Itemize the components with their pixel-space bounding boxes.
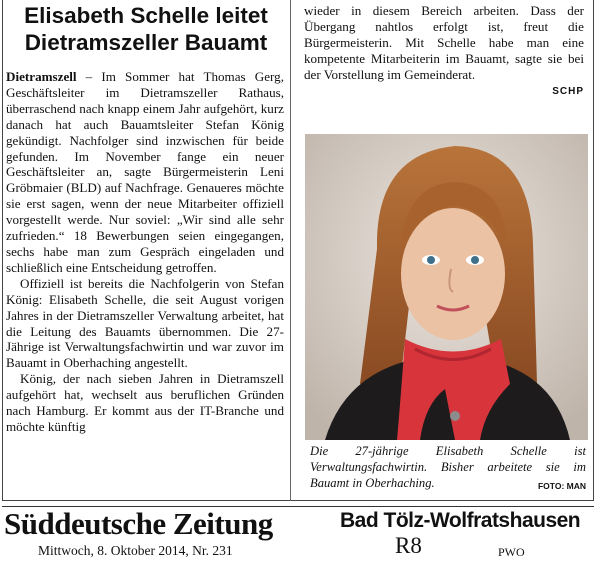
author-initials: SCHP [552, 85, 584, 97]
paragraph-3: König, der nach sieben Jahren in Dietramszell aufgehört hat, wechselt aus beruflichen Gründen nach Hamburg. Er kommt aus der IT-Branche und möchte künftig [6, 371, 284, 434]
paragraph-3-continued: wieder in diesem Bereich arbeiten. Dass der Übergang nahtlos erfolgt ist, freut die Bürgermeisterin. Mit Schelle habe man eine kompetente Mitarbeiterin im Bauamt, sagte sie bei der Vorstellung im Gemeinderat. [304, 3, 584, 82]
newspaper-masthead: Süddeutsche Zeitung [4, 506, 273, 541]
paragraph-1 [6, 69, 284, 276]
photo-credit: FOTO: MAN [537, 481, 586, 491]
paragraph-2: Offiziell ist bereits die Nachfolgerin von Stefan König: Elisabeth Schelle, die seit August vorigen Jahres in der Dietramszeller Verwaltung arbeitet, hat die Leitung des Bauamts übernommen. Die 27-Jährige ist Verwaltungsfachwirtin und war zuvor im Bauamt in Oberhaching angestellt. [6, 275, 284, 371]
caption-text: Die 27-jährige Elisabeth Schelle ist Verwaltungsfachwirtin. Bisher arbeitete sie im Bauamt in Oberhaching. [310, 444, 586, 490]
portrait-photo [305, 134, 588, 440]
headline: Elisabeth Schelle leitet Dietramszeller Bauamt [24, 3, 268, 55]
dateline: Dietramszell [6, 69, 77, 84]
article-column-right [304, 3, 584, 99]
page-number: R8 [395, 533, 422, 558]
photo-caption [310, 443, 586, 494]
edition-code: PWO [498, 545, 525, 559]
portrait-illustration [305, 134, 588, 440]
column-divider [290, 0, 291, 501]
paragraph-1-text: – Im Sommer hat Thomas Gerg, Geschäftsleiter im Dietramszeller Rathaus, überraschend nach knapp einem Jahr aufgehört, kurz danach hat auch Bauamtsleiter Stefan König gekündigt. Nachfolger sind inzwischen für beide gefunden. Im November fange ein neuer Geschäftsleiter an, sagte Bürgermeisterin Leni Gröbmaier (BLD) auf Nachfrage. Genaueres möchte sie erst sagen, wenn der neue Mitarbeiter offiziell vorgestellt werde. Nur soviel: „Wir sind alle sehr zufrieden.“ 18 Bewerbungen seien eingegangen, sechs habe man zum Gespräch eingeladen und schließlich eine Entscheidung getroffen. [6, 69, 284, 275]
issue-date: Mittwoch, 8. Oktober 2014, Nr. 231 [38, 543, 233, 558]
article-column-left [6, 69, 284, 435]
regional-section-title: Bad Tölz-Wolfratshausen [340, 509, 581, 532]
